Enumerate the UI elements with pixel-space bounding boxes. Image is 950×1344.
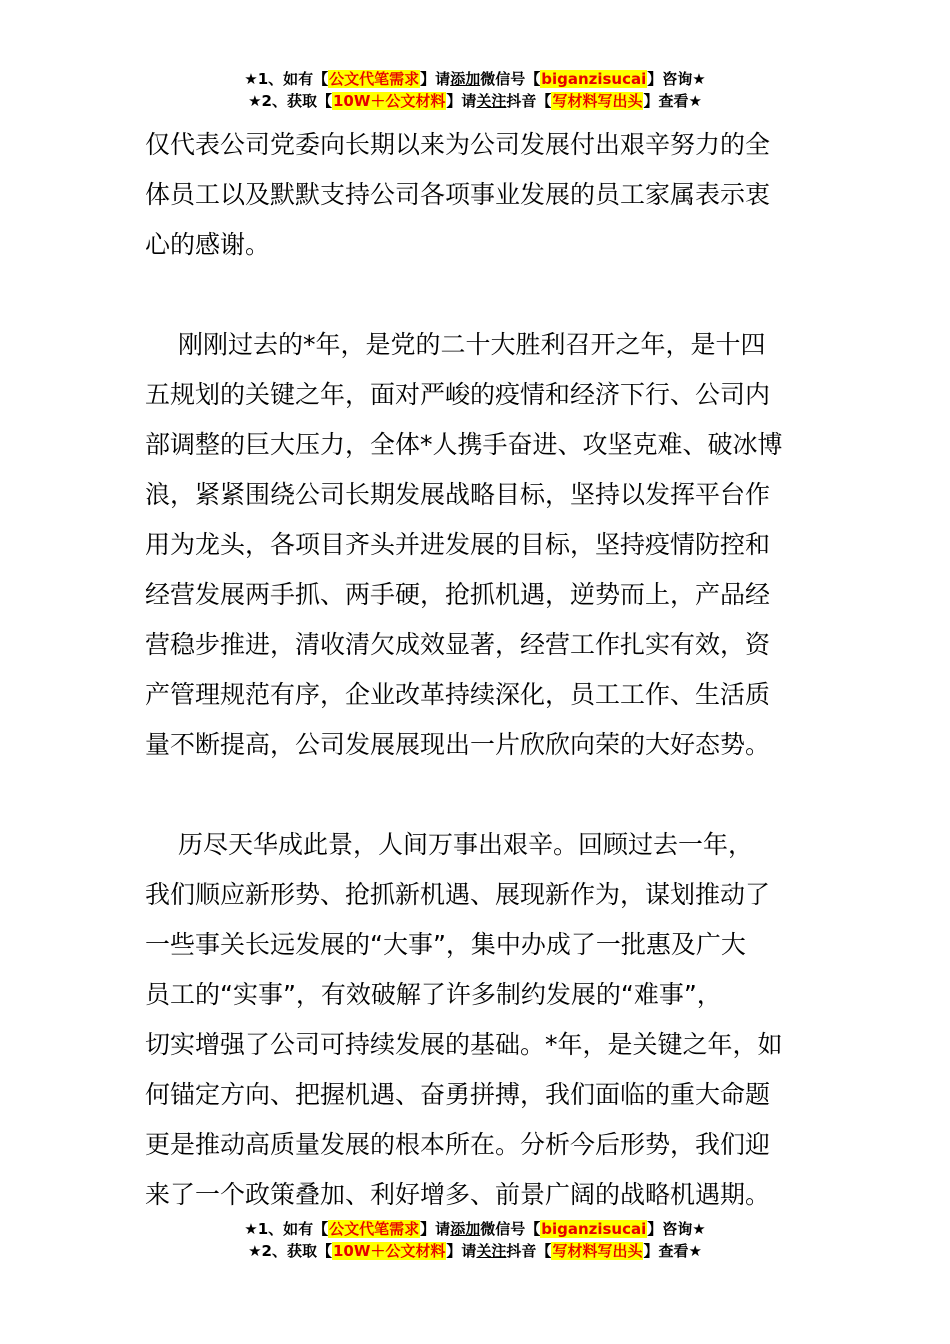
- text-line: 刚刚过去的*年，是党的二十大胜利召开之年，是十四: [145, 330, 766, 359]
- banner-highlight: 公文代笔需求: [329, 1220, 420, 1238]
- text-line: 我们顺应新形势、抢抓新机遇、展现新作为，谋划推动了: [145, 880, 771, 909]
- banner-text: 微信号【: [480, 70, 541, 88]
- banner-line-2: [0, 1240, 950, 1262]
- text-line: 体员工以及默默支持公司各项事业发展的员工家属表示衷: [145, 180, 771, 209]
- paragraph-1: [145, 120, 810, 270]
- banner-text: 微信号【: [480, 1220, 541, 1238]
- banner-underline: 关注: [476, 92, 507, 110]
- banner-highlight: 10W＋公文材料: [332, 1242, 446, 1260]
- paragraph-2: [145, 320, 810, 770]
- text-line: 浪，紧紧围绕公司长期发展战略目标，坚持以发挥平台作: [145, 480, 771, 509]
- banner-text: ★1、如有【: [244, 70, 329, 88]
- banner-line-1: [0, 68, 950, 90]
- banner-highlight: 写材料写出头: [552, 92, 643, 110]
- banner-text: ★1、如有【: [244, 1220, 329, 1238]
- banner-text: 抖音【: [506, 1242, 552, 1260]
- text-line: 何锚定方向、把握机遇、奋勇拼搏，我们面临的重大命题: [145, 1080, 771, 1109]
- text-line: 用为龙头，各项目齐头并进发展的目标，坚持疫情防控和: [145, 530, 771, 559]
- banner-highlight: 公文代笔需求: [329, 70, 420, 88]
- banner-underline: 添加: [450, 1220, 481, 1238]
- banner-text: 】请: [420, 70, 451, 88]
- text-line: 营稳步推进，清收清欠成效显著，经营工作扎实有效，资: [145, 630, 771, 659]
- text-line: 五规划的关键之年，面对严峻的疫情和经济下行、公司内: [145, 380, 771, 409]
- text-line: 部调整的巨大压力，全体*人携手奋进、攻坚克难、破冰博: [145, 430, 783, 459]
- banner-text: 】查看★: [643, 92, 702, 110]
- banner-text: 】查看★: [643, 1242, 702, 1260]
- banner-text: ★2、获取【: [248, 1242, 332, 1260]
- text-line: 一些事关长远发展的“大事”，集中办成了一批惠及广大: [145, 930, 746, 959]
- banner-highlight: biganzisucai: [541, 70, 647, 88]
- banner-highlight: 写材料写出头: [552, 1242, 643, 1260]
- footer-banner: [0, 1218, 950, 1262]
- banner-line-2: [0, 90, 950, 112]
- text-line: 更是推动高质量发展的根本所在。分析今后形势，我们迎: [145, 1130, 771, 1159]
- banner-text: ★2、获取【: [248, 92, 332, 110]
- banner-highlight: biganzisucai: [541, 1220, 647, 1238]
- banner-highlight: 10W＋公文材料: [332, 92, 446, 110]
- text-line: 切实增强了公司可持续发展的基础。*年，是关键之年，如: [145, 1030, 783, 1059]
- text-line: 历尽天华成此景，人间万事出艰辛。回顾过去一年，: [145, 830, 753, 859]
- banner-text: 】咨询★: [647, 70, 706, 88]
- document-body: [145, 120, 810, 1220]
- text-line: 产管理规范有序，企业改革持续深化，员工工作、生活质: [145, 680, 771, 709]
- header-banner: [0, 68, 950, 112]
- banner-underline: 关注: [476, 1242, 507, 1260]
- text-line: 来了一个政策叠加、利好增多、前景广阔的战略机遇期。: [145, 1180, 771, 1209]
- text-line: 仅代表公司党委向长期以来为公司发展付出艰辛努力的全: [145, 130, 771, 159]
- text-line: 经营发展两手抓、两手硬，抢抓机遇，逆势而上，产品经: [145, 580, 771, 609]
- banner-text: 】请: [446, 92, 477, 110]
- text-line: 员工的“实事”，有效破解了许多制约发展的“难事”，: [145, 980, 722, 1009]
- banner-line-1: [0, 1218, 950, 1240]
- paragraph-3: [145, 820, 810, 1220]
- banner-text: 】咨询★: [647, 1220, 706, 1238]
- banner-text: 抖音【: [506, 92, 552, 110]
- banner-text: 】请: [446, 1242, 477, 1260]
- banner-text: 】请: [420, 1220, 451, 1238]
- text-line: 心的感谢。: [145, 230, 271, 259]
- banner-underline: 添加: [450, 70, 481, 88]
- text-line: 量不断提高，公司发展展现出一片欣欣向荣的大好态势。: [145, 730, 771, 759]
